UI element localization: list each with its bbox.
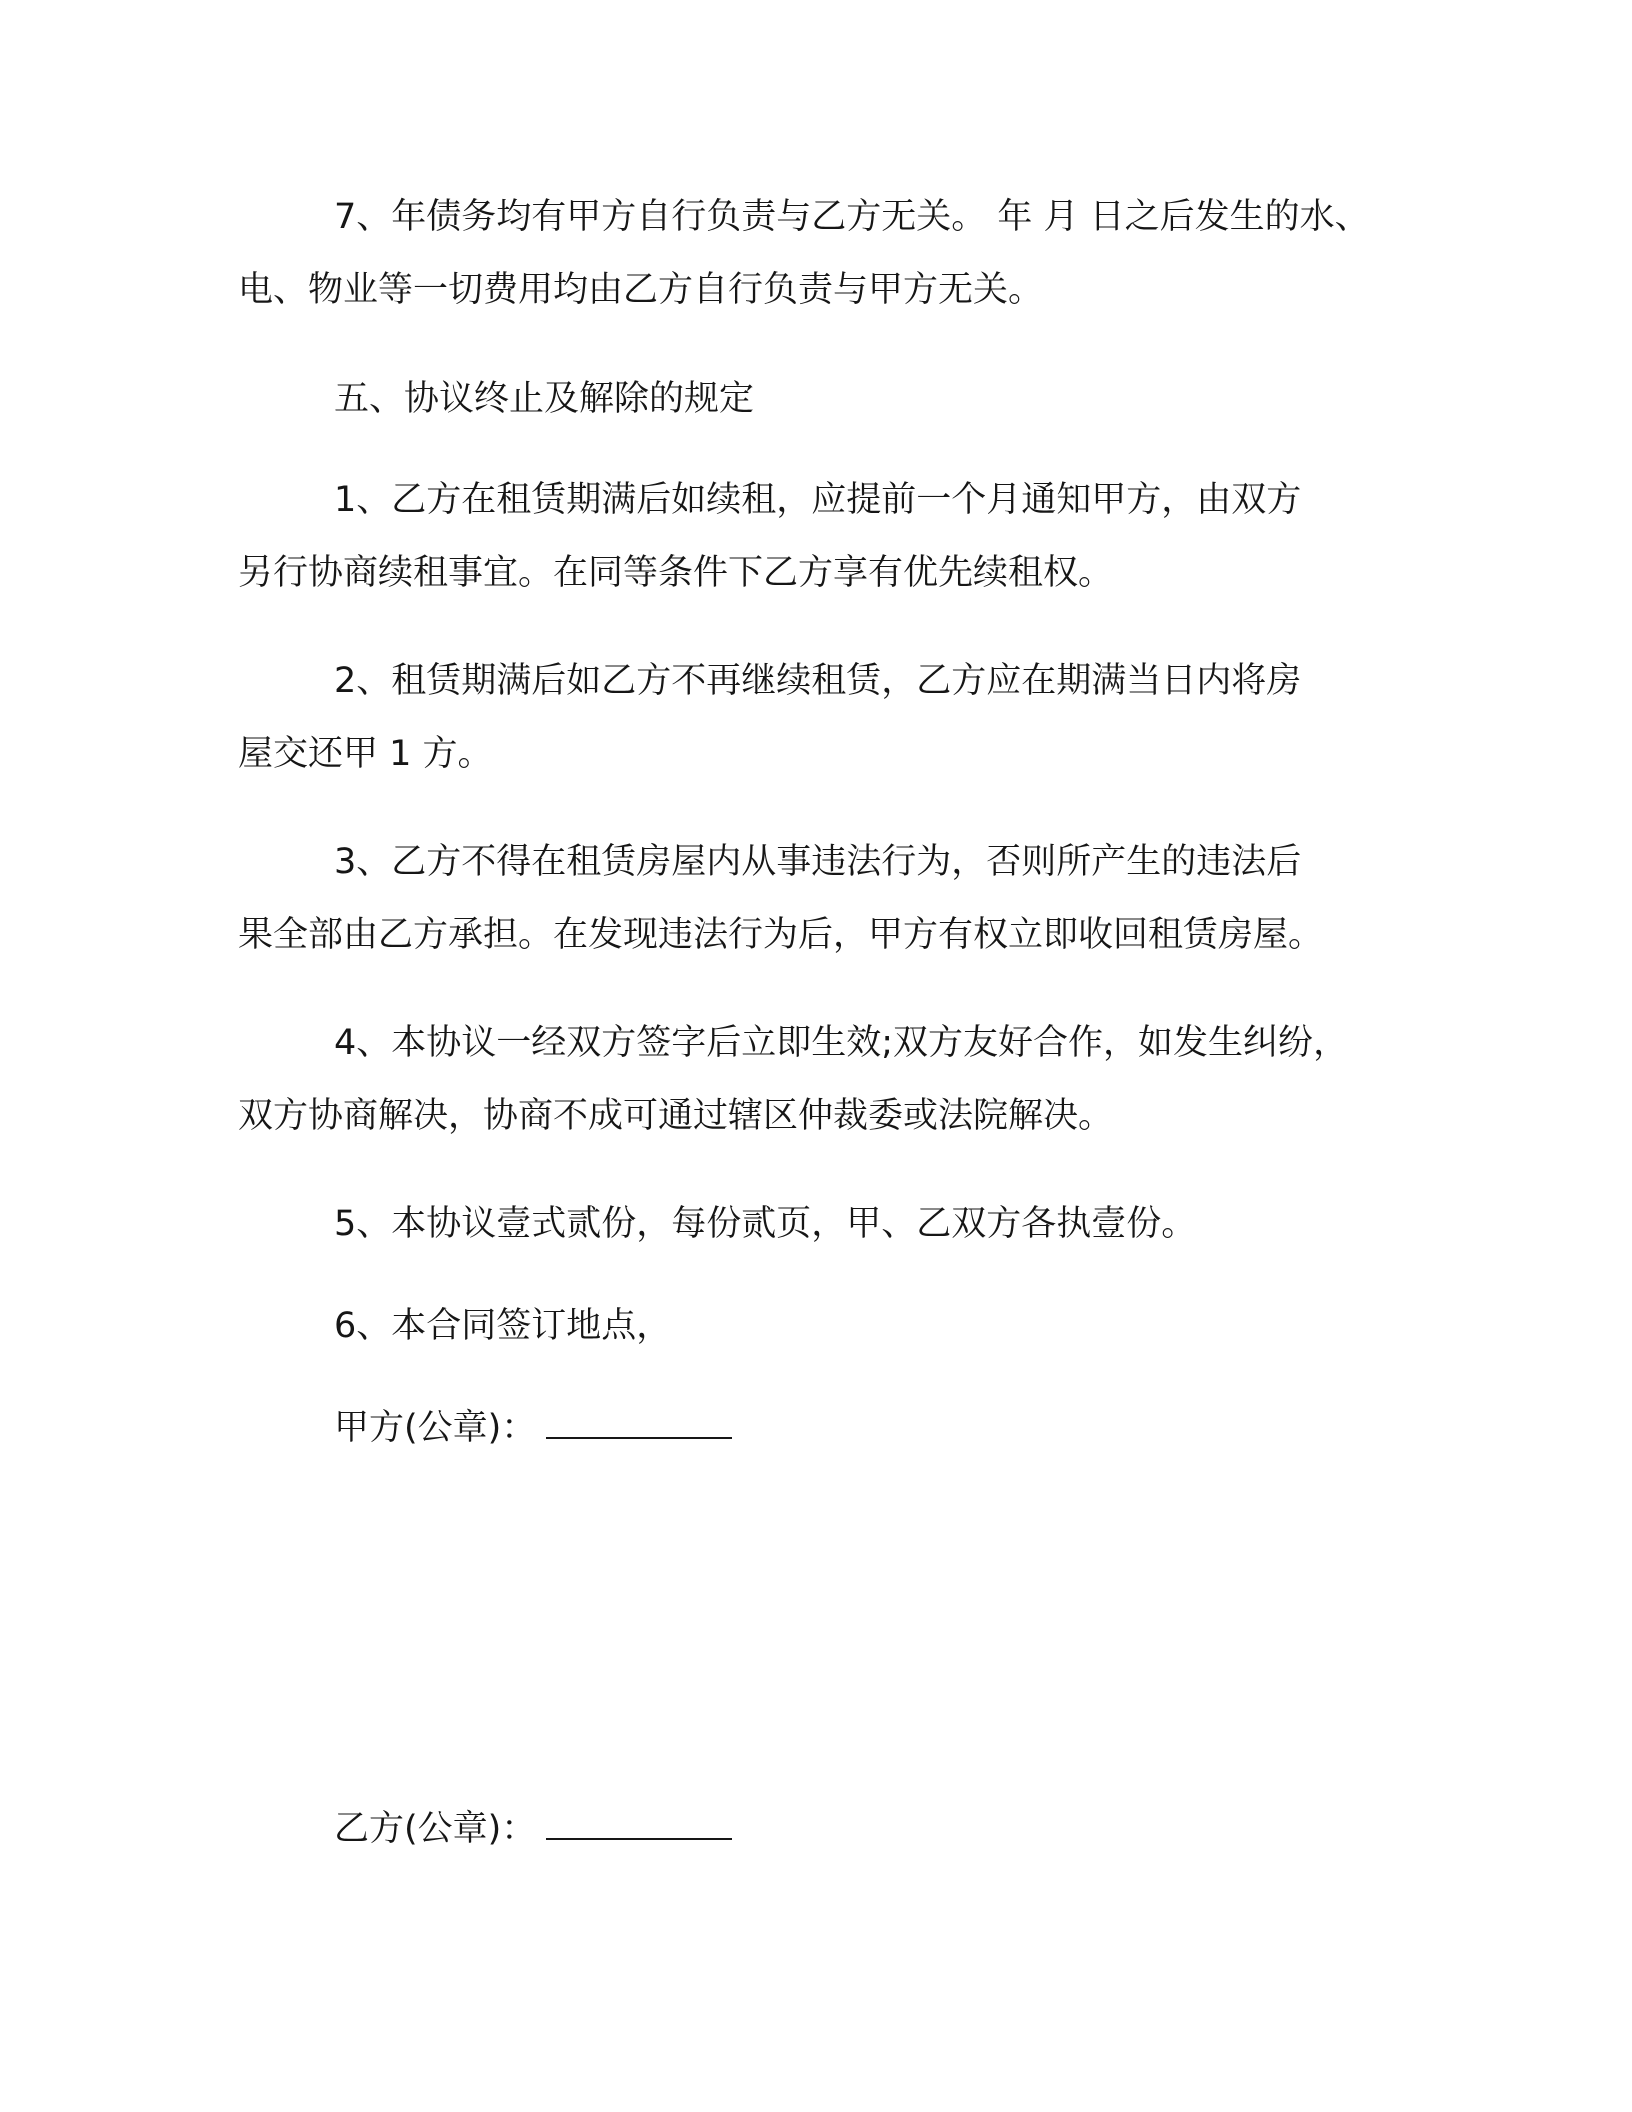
paragraph-line: 1、乙方在租赁期满后如续租，应提前一个月通知甲方，由双方 (334, 480, 1302, 520)
party-b-signature-line (546, 1802, 732, 1840)
paragraph-line: 5、本协议壹式贰份，每份贰页，甲、乙双方各执壹份。 (334, 1204, 1197, 1244)
party-b-label: 乙方(公章)： (334, 1809, 537, 1849)
paragraph-line: 4、本协议一经双方签字后立即生效;双方友好合作，如发生纠纷， (334, 1023, 1349, 1063)
paragraph-4 (238, 1007, 1408, 1153)
party-b-signature (334, 1793, 732, 1866)
paragraph-line: 电、物业等一切费用均由乙方自行负责与甲方无关。 (238, 270, 1044, 310)
party-a-signature (334, 1392, 732, 1465)
paragraph-1 (238, 464, 1408, 610)
paragraph-7 (238, 181, 1408, 327)
paragraph-line: 双方协商解决，协商不成可通过辖区仲裁委或法院解决。 (238, 1096, 1114, 1136)
paragraph-2 (238, 645, 1408, 791)
paragraph-line: 6、本合同签订地点， (334, 1306, 672, 1346)
paragraph-6 (238, 1290, 1408, 1363)
party-a-signature-line (546, 1401, 732, 1439)
paragraph-line: 2、租赁期满后如乙方不再继续租赁，乙方应在期满当日内将房 (334, 661, 1302, 701)
paragraph-line: 7、年债务均有甲方自行负责与乙方无关。 年 月 日之后发生的水、 (334, 197, 1370, 237)
paragraph-line: 3、乙方不得在租赁房屋内从事违法行为，否则所产生的违法后 (334, 842, 1302, 882)
paragraph-5 (238, 1188, 1408, 1261)
section-heading-5 (238, 363, 1408, 436)
paragraph-line: 另行协商续租事宜。在同等条件下乙方享有优先续租权。 (238, 553, 1114, 593)
section-heading-text: 五、协议终止及解除的规定 (334, 379, 755, 419)
party-a-label: 甲方(公章)： (334, 1408, 537, 1448)
paragraph-line: 果全部由乙方承担。在发现违法行为后，甲方有权立即收回租赁房屋。 (238, 915, 1324, 955)
paragraph-3 (238, 826, 1408, 972)
paragraph-line: 屋交还甲 1 方。 (238, 734, 493, 774)
